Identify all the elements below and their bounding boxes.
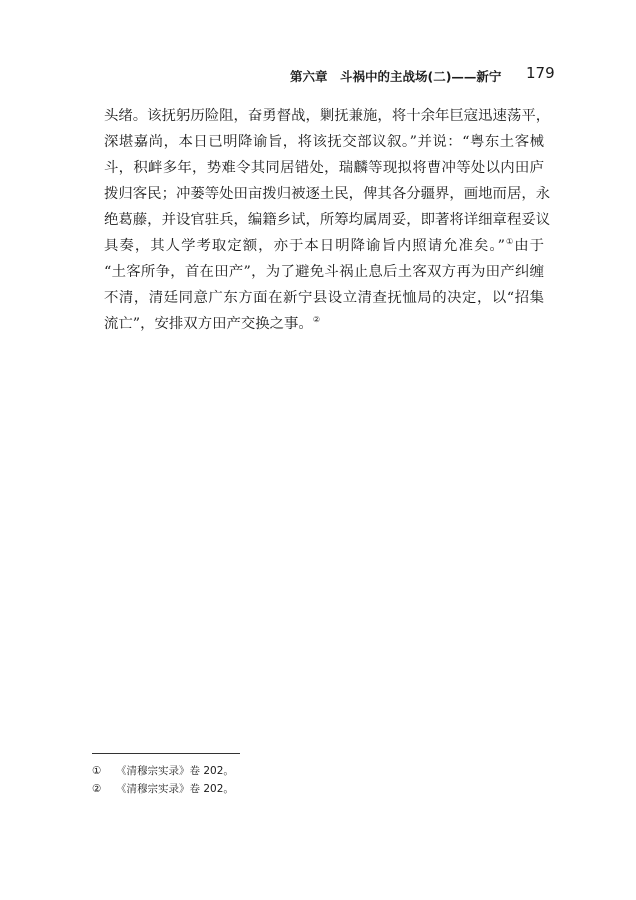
footnote-marker: ① <box>92 765 102 777</box>
text-line: 流亡”，安排双方田产交换之事。② <box>104 315 320 332</box>
footnote-1 <box>92 763 234 778</box>
text-line: 具奏，其人学考取定额，亦于本日明降谕旨内照请允准矣。”①由于 <box>104 237 544 254</box>
text-line: “土客所争，首在田产”，为了避免斗祸止息后土客双方再为田产纠缠 <box>104 264 544 280</box>
text-line: 深堪嘉尚，本日已明降谕旨，将该抚交部议叙。”并说：“粤东土客械 <box>104 134 544 150</box>
text-line: 拨归客民；冲蒌等处田亩拨归被逐土民，俾其各分疆界，画地而居，永 <box>104 186 551 202</box>
text-line: 绝葛藤，并设官驻兵，编籍乡试，所筹均属周妥，即著将详细章程妥议 <box>104 212 551 228</box>
page-number: 179 <box>526 64 555 82</box>
text-line: 不清，清廷同意广东方面在新宁县设立清查抚恤局的决定，以“招集 <box>104 290 544 306</box>
footnote-text: 《清穆宗实录》卷 202。 <box>116 783 234 795</box>
footnote-marker: ② <box>92 783 102 795</box>
footnote-ref: ② <box>312 315 320 325</box>
text-line: 斗，积衅多年，势难令其同居错处，瑞麟等现拟将曹冲等处以内田庐 <box>104 160 544 176</box>
running-header <box>290 64 560 84</box>
footnote-2 <box>92 781 234 796</box>
footnote-ref: ① <box>504 237 515 247</box>
chapter-title: 第六章 斗祸中的主战场(二)——新宁 <box>290 69 502 84</box>
text-line: 头绪。该抚躬历险阻，奋勇督战，剿抚兼施，将十余年巨寇迅速荡平， <box>104 108 551 124</box>
footnote-text: 《清穆宗实录》卷 202。 <box>116 765 234 777</box>
footnote-divider <box>92 753 240 754</box>
